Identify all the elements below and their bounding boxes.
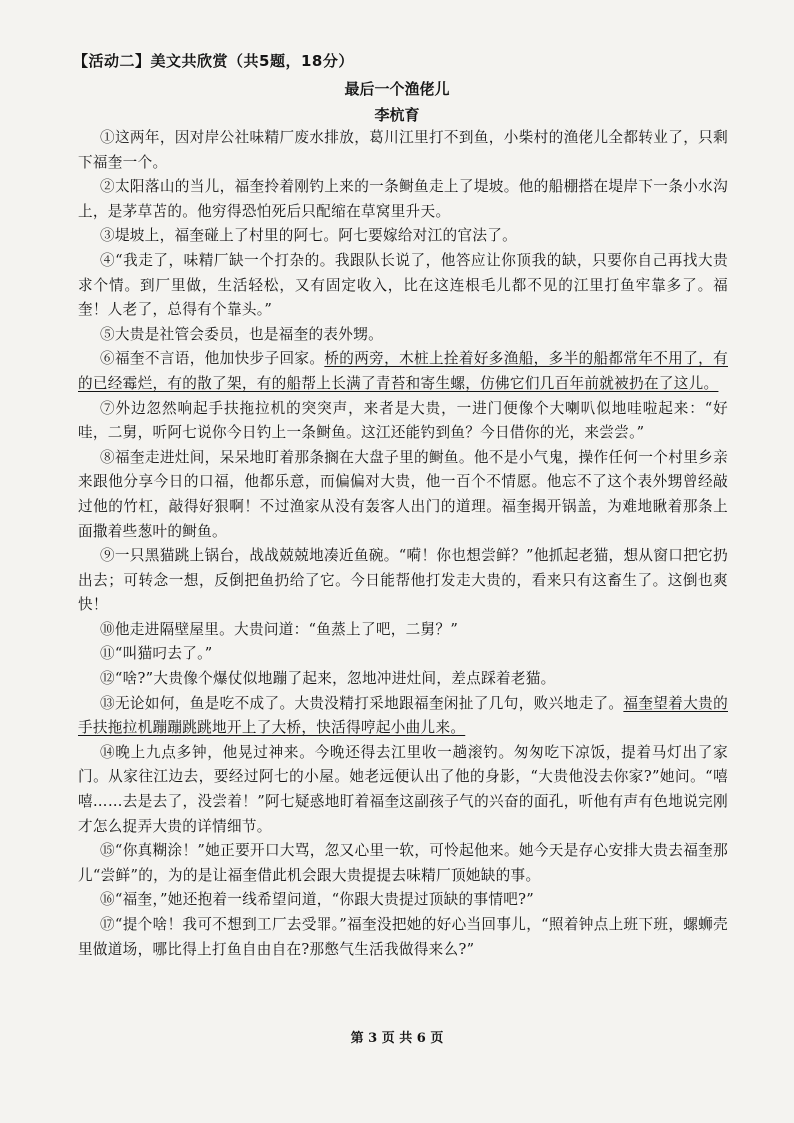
paragraph-text: ⑫“啥?”大贵像个爆仗似地蹦了起来，忽地冲进灶间，差点踩着老猫。	[100, 670, 556, 688]
paragraph	[78, 249, 728, 323]
paragraph-text: ③堤坡上，福奎碰上了村里的阿七。阿七要嫁给对江的官法了。	[100, 227, 518, 245]
paragraph	[78, 126, 728, 175]
paragraph-text: ⑧福奎走进灶间，呆呆地盯着那条搁在大盘子里的鲥鱼。他不是小气鬼，操作任何一个村里乡亲来跟他分享今日的口福，他都乐意，而偏偏对大贵，他一百个不情愿。他忘不了这个表外甥曾经敲过他的竹杠，敲得好狠啊！不过渔家从没有轰客人出门的道理。福奎揭开锅盖，为难地瞅着那条上面撒着些葱叶的鲥鱼。	[78, 448, 728, 540]
paragraph	[78, 544, 728, 618]
paragraph	[78, 224, 728, 249]
underlined-text: 桥的两旁，木桩上拴着好多渔船，多半的船都常年不用了，有的已经霉烂，有的散了架，有的船帮上长满了青苔和寄生螺，仿佛它们几百年前就被扔在了这儿。	[78, 350, 728, 392]
article-title: 最后一个渔佬儿	[344, 80, 450, 98]
paragraph-text: ⑯“福奎，”她还抱着一线希望问道，“你跟大贵提过顶缺的事情吧?”	[100, 891, 535, 909]
paragraph-text: ⑨一只黑猫跳上锅台，战战兢兢地凑近鱼碗。“嗬！你也想尝鲜？”他抓起老猫，想从窗口把它扔出去；可转念一想，反倒把鱼扔给了它。今日能帮他打发走大贵的，看来只有这畜生了。这倒也爽快！	[78, 547, 728, 614]
paragraph-text: ②太阳落山的当儿，福奎拎着刚钓上来的一条鲥鱼走上了堤坡。他的船棚搭在堤岸下一条小水沟上，是茅草苫的。他穷得恐怕死后只配缩在草窝里升天。	[78, 178, 728, 220]
paragraph-text: ⑭晚上九点多钟，他晃过神来。今晚还得去江里收一趟滚钓。匆匆吃下凉饭，提着马灯出了家门。从家往江边去，要经过阿七的小屋。她老远便认出了他的身影，“大贵他没去你家?”她问。“嘻嘻……去是去了，没尝着！”阿七疑惑地盯着福奎这副孩子气的兴奋的面孔，听他有声有色地说完刚才怎么捉弄大贵的详情细节。	[78, 743, 728, 835]
paragraph	[78, 667, 728, 692]
paragraph-text: ⑮“你真糊涂！”她正要开口大骂，忽又心里一软，可怜起他来。她今天是存心安排大贵去福奎那儿“尝鲜”的，为的是让福奎借此机会跟大贵提提去味精厂顶她缺的事。	[78, 842, 728, 884]
paragraph	[78, 692, 728, 741]
paragraph-text: ⑬无论如何，鱼是吃不成了。大贵没精打采地跟福奎闲扯了几句，败兴地走了。	[100, 694, 624, 712]
paragraph-text: ⑰“提个啥！我可不想到工厂去受罪。”福奎没把她的好心当回事儿，“照着钟点上班下班，螺蛳壳里做道场，哪比得上打鱼自由自在?那憋气生活我做得来么?”	[78, 916, 728, 958]
paragraph	[78, 741, 728, 839]
paragraph	[78, 913, 728, 962]
paragraph-text: ⑤大贵是社管会委员，也是福奎的表外甥。	[100, 325, 383, 343]
section-heading: 【活动二】美文共欣赏（共5题，18分）	[73, 52, 354, 70]
paragraph-text: ⑪“叫猫叼去了。”	[100, 645, 213, 663]
paragraph	[78, 347, 728, 396]
paragraph	[78, 323, 728, 348]
paragraph	[78, 175, 728, 224]
paragraph	[78, 397, 728, 446]
paragraph-text: ⑦外边忽然响起手扶拖拉机的突突声，来者是大贵，一进门便像个大喇叭似地哇啦起来：“好哇，二舅，听阿七说你今日钓上一条鲥鱼。这江还能钓到鱼？今日借你的光，来尝尝。”	[78, 399, 728, 442]
paragraph-text: ⑩他走进隔壁屋里。大贵问道：“鱼蒸上了吧，二舅？”	[100, 620, 459, 638]
paragraph-text: ①这两年，因对岸公社味精厂废水排放，葛川江里打不到鱼，小柴村的渔佬儿全都转业了，只剩下福奎一个。	[78, 129, 728, 171]
paragraph	[78, 446, 728, 544]
paragraph-text: ④“我走了，味精厂缺一个打杂的。我跟队长说了，他答应让你顶我的缺，只要你自己再找大贵求个情。到厂里做，生活轻松，又有固定收入，比在这连根毛儿都不见的江里打鱼牢靠多了。福奎！人老了，总得有个靠头。”	[78, 251, 728, 319]
paragraph	[78, 839, 728, 888]
paragraph	[78, 642, 728, 667]
paragraph	[78, 888, 728, 913]
paragraph-text: ⑥福奎不言语，他加快步子回家。	[100, 350, 325, 368]
page-footer: 第 3 页 共 6 页	[350, 1031, 444, 1046]
paragraph	[78, 618, 728, 643]
article-body	[78, 126, 728, 962]
underlined-text: 福奎望着大贵的手扶拖拉机蹦蹦跳跳地开上了大桥，快活得哼起小曲儿来。	[78, 694, 728, 737]
article-author: 李杭育	[374, 106, 420, 124]
